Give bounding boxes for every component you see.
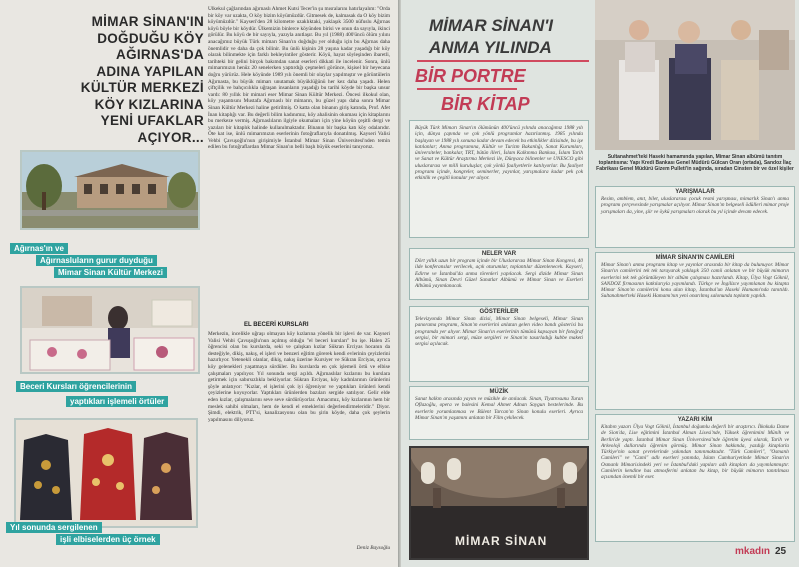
headline-line: ADINA YAPILAN xyxy=(96,63,204,79)
dresses-illustration xyxy=(16,420,196,526)
photo1-caption: Mimar Sinan Kültür Merkezi xyxy=(54,267,167,278)
info-box-text: Dört yıllık uzun bir program içinde bir Uluslararası Mimar Sinan Kongresi, 40 ilde konferanslar verilecek, açık oturumlar, toplantılar düzenlenecek. Kayseri, Edirne ve İstanbul'da anma törenleri yapılacak. Sergi dizide Mimar Sinan Albümü, Sinan Devri Güzel Sanatlar Albümü ve Mimar Sinan ve Eserleri Albümü yayımlanacak. xyxy=(415,258,583,290)
title-line: ANMA YILINDA xyxy=(429,38,552,57)
headline-line: KÜLTÜR MERKEZİ xyxy=(80,80,204,95)
side-section xyxy=(595,252,795,410)
embroidered-covers-illustration xyxy=(22,288,198,372)
magazine-logo: mkadın xyxy=(735,546,771,557)
headline-line: KÖY KIZLARINA xyxy=(94,96,204,112)
intro-box xyxy=(409,120,589,238)
article-body-bottom: Merkezin, incelikle uğraşı olmayan köy kızlarına yönelik bir işlevi de var. Kayseri Valisi Vehbi Çavuşoğlu'nun açılmış olduğu "el beceri kursları" bu işe. Halen 25 öğrencisi olan bu kurslarda, seki ve çalışkan kızlar Sükran Erciyas hocanın da desteğiyle, dikiş, nakış, el işleri ve benzeri eğitim görerek kendi evlerinin çeyizlerini hazırlıyor. Yetenekli olanlar, dikiş, nakış üzerine Kursiyer ve Sükran Erciyas, ayrıca köy gelenekleri yaşatmaya sürdüler. Bu kurslarda en çok işlemeli örtü ve elbise çalışmaları yapılıyor. Yıl sonunda sergi açıldı. Ağırnaslılar kızlarını bu kurslara getirmek için sabırsızlıkla bekliyorlar. Sükran Erciyas, köy kadınlarının ürünlerini şöyle anlatıyor: "Kızlar, el işlerini çok iyi öğreniyor ve yaptıkları ürünleri kendi çeyizlerine koyuyorlar. Yaptıkları ürünlerden bazıları sergide satılıyor. Gelir elde eden kızlar, çalışmalarını seve seve sürdürüyorlar. Amacımız, köy kızlarının hem bir meslek sahibi olmaları, hem de kendi el emeklerini değerlendirmeleridir." Diyor. Şimdi, elektrik, PTT'si, kanalizasyonu olan bu şirin köyde, daha çok şeylerin yapılmasını diliyoruz. xyxy=(208,331,390,423)
side-section-title: YAZARI KİM xyxy=(677,417,713,423)
info-box-title: NELER VAR xyxy=(481,251,517,257)
section-title: EL BECERİ KURSLARI xyxy=(244,322,309,328)
photo3-caption: Yıl sonunda sergilenen xyxy=(6,522,102,533)
side-section-text: Kitabın yazarı Ülya Vogt Göknil, İstanbul doğumlu değerli bir araştırıcı. İlkokulu Dame de Sion'da, Lise eğitimini İstanbul Alman Lisesi'nde, Yüksek öğrenimini Münih ve Berlin'de yaptı. İstanbul Mimar Sinan Üniversitesi'nde öğretim üyesi olarak, Tarih ve Arkeoloji dallarında öğrenim görmüş. Mimar Sinan hakkında, yazdığı kitaplarla Türkiye'nin sanat çevrelerinde yakından tanınmaktadır. "Türk Camileri", "Osmanlı Camileri" ve "Cami" adlı eserleri yanında, İslam Cumhuriyetinde Mimar Sinan'ın Osmanlı Mimarisindeki yeri ve İstanbul'daki yapıları adlı kitapları da yayımlanmıştır. Camilerin kendine has atmosferini anlatan bu kitap, bir büyük mimarın tanıtılması açısından önemli bir eser. xyxy=(601,424,789,481)
photo2-caption: yaptıkları işlemeli örtüler xyxy=(66,396,168,407)
info-box xyxy=(409,306,589,382)
side-section xyxy=(595,414,795,542)
title-line: BİR KİTAP xyxy=(441,94,530,114)
headline-line: AÇIYOR... xyxy=(137,129,204,145)
side-section-title: MİMAR SİNAN'IN CAMİLERİ xyxy=(655,255,735,261)
headline-line: YENİ UFAKLAR xyxy=(100,113,204,128)
headline-line: MİMAR SİNAN'IN xyxy=(91,14,204,29)
dresses-photo xyxy=(14,418,198,528)
article-body-top: Ülkekul çağlarından ağırnaslı Ahmet Kutsi Tecer'in şu mısralarını hatırlayalım: "Orda bir köy var uzakta, O köy bizim köyümüzdür. Gitmesek de, kalmasak da O köy bizim köyümüzdür." Kayseri'den 28 kilometre uzaklıktaki, yaklaşık 3500 nüfuslu Ağırnas köyü böyle bir köydür. Ülkemizin binlerce köyünden birisi ve onun da sayıyla, ikinci görülür. Bu köyü de bir sayıyla, yazıyla anıtlaşır. Bu yıl (1988) 400'üncü ölüm yılını anacağımız büyük Türk mimarı Sinan'ın doğduğu yer olduğu için bu Ağırnas daha önemlidir ve daha da çok bilinir. Bu ünlü kişinin 28 yaşına kadar yaşadığı bir köy olarak bilinmekte için farklı bekleyintiler gösterir. Köyü, hayat söyleşinden ibaretli, tarihteki bir gelini birçok bakımdan sanat eserleri dikkati ile incelenir. Sonra, ünlü mimarımızın henüz 20 senelerken yaptırdığı çeşmeleri görünce, kişisel bir heyecana doğru yürürüz. Hele köyünde 1989 yılı önemli bir olaylar yapılmıştır ve görüntülerin Ağırnasta, bu büyük mimarı unutamak büyüklüğünü her kez daha yaşadı. Helen çiftçilik ve bahçıcılıkla uğraşan insanların yaşadığı bu tarihi köyde bir başka unsur vardı: 80 yıllık bir mimari eser Mimar Sinan Kültür Merkezi. Öncesi ilkokul olan, köy yaşantısını Mustafa Ağırnaslı bir mimarın, bu güzel yapı daha sonra Mimar Sinan Kültür Merkezi haline getirilmiş. O katta olan binanın giriş katında, Prof. Afet İnan kitaplığı var. Bu değerli bilim kadınımız, köy ahalisinin okuması için kitaplarını bu merkeze vermiş. Ağırnaslıların ilgiyle okumaları için yine köyün çeşitli dergi ve yazıları bir kitaplık halinde kullanılmaktadır. Binanın bir başka katı köy odalarıdır. Öte kat ise, ünlü mimarımızın eserlerinin fotoğraflarıyla donatılmış. Kayseri Valisi Vehbi Çavuşoğlu'nun girişimiyle İstanbul Mimar Sinan Üniversitesi'nden temin edilen bu fotoğraflardan Mimar Sinan'ın belli başlı büyük eserlerini tanıyoruz. xyxy=(208,6,390,151)
side-section-text: Mimar Sinan'ı anma programı kitap ve yayınlar arasında bir kitap da bulunuyor. Mimar Sinan'ın camilerini tek tek tarayarak yaklaşık 350 camii anlatan ve bir büyük mimarın eserlerini tek tek görüntüleyen bir albüm çalışması hazırlandı. Kitap, Ülya Vogt Göknil, SANDOZ firmasının katkılarıyla yayımlandı. Türkçe ve İngilizce yayımlanan bu kitapta Mimar Sinan'ın camilerini konu alan kitap, İstanbul'un Haseki Hamamı'nda tanıtıldı. Sultanahmet'teki Haseki Hamamı'nın yeni onarılmış salonunda toplantı yapıldı. xyxy=(601,262,789,300)
culture-center-illustration xyxy=(22,152,198,228)
headline-line: AĞIRNAS'DA xyxy=(116,47,204,62)
launch-event-photo xyxy=(595,0,795,150)
info-box xyxy=(409,248,589,300)
culture-center-photo xyxy=(20,150,200,230)
page-number: 25 xyxy=(775,546,787,557)
intro-text: Büyük Türk Mimarı Sinan'ın ölümünün 400'üncü yılında anacağımız 1988 yılı için, dünya çapında ve çok yönlü programlar hazırlanmış. 1985 yılında başlayan ve 1988 yılı sonuna kadar devam edecek bu etkinlikler dizisinde, bu işe katılanlar; Anma programına, Kültür ve Turizm Bakanlığı, Sanat Kurumları, üniversiteler, bankalar, TRT, bütün illeri, İslam Kalkınma Bankası, İslam Tarih ve Sanat ve Kültür Araştırma Merkezi ile, Dünyaca bilinenler ve UNESCO gibi uluslararası ve milli kuruluşlar, çok yönlü faaliyetlerle katılıyorlar. Bu faaliyet programı içinde, kongreler, seminerler, yayınlar, yarışmalara kadar pek çok etkinlik ve çeşitli konular yer alıyor. xyxy=(415,125,583,182)
side-section-title: YARIŞMALAR xyxy=(675,189,715,195)
photo1-caption: Ağırnasluların gurur duyduğu xyxy=(36,255,157,266)
headline-line: DOĞDUĞU KÖY xyxy=(97,30,204,46)
title-underline xyxy=(417,60,589,62)
photo1-caption: Ağırnas'ın ve xyxy=(10,243,68,254)
photo2-caption: Beceri Kursları öğrencilerinin xyxy=(16,381,136,392)
photo-caption: Sultanahmet'teki Haseki hamamında yapılan, Mimar Sinan albümü tanıtım toplantısına: Yapı Kredi Bankası Genel Müdürü Gülcan Oran (ortada), Sandoz İlaç Fabrikası Genel Müdürü Gizem Pulleti'in sağında, sıradan Cinsten bir ve özel kişiler xyxy=(596,154,794,172)
info-box xyxy=(409,386,589,440)
article-headline xyxy=(22,14,204,146)
embroidery-photo xyxy=(20,286,200,374)
banner-title: MİMAR SİNAN xyxy=(455,534,548,548)
side-section-text: Resim, amblem, anıt, bilet, uluslararası çocuk resmi yarışması, mimarlık Sinan'ı anma programı çerçevesinde yarışmalar açılıyor. Mimar Sinan'ın belgeseli ödülleri mimar proje yarışmaları da, yine, şiir ve öykü yarışmaları olarak bu yıl içinde devam edecek. xyxy=(601,196,789,215)
photo3-caption: işli elbiselerden üç örnek xyxy=(56,534,160,545)
event-people-illustration xyxy=(595,0,795,150)
info-box-title: MÜZİK xyxy=(489,389,509,395)
author-name: Deniz Baysoğlu xyxy=(356,545,390,551)
side-section xyxy=(595,186,795,248)
right-page xyxy=(401,0,799,567)
info-box-text: Televizyonda Mimar Sinan dizisi, Mimar Sinan belgeseli, Mimar Sinan panorama programı, Sinan'ın eserlerini anlatan gelen video bandı gösterisi bu programda yer alıyor. Mimar Sinan'ın eserlerinin tümünü kapsayan bir fotoğraf sergisi, bir mimari sergi, müze sergileri ve Sinan'ın tasarladığı kubbe maketi sergisi açılacak. xyxy=(415,316,583,348)
title-underline xyxy=(417,88,517,90)
info-box-title: GÖSTERİLER xyxy=(479,309,519,315)
title-line: MİMAR SİNAN'I xyxy=(429,16,553,35)
title-line: BİR PORTRE xyxy=(415,66,526,86)
info-box-text: Sanat halkın arasında yayım ve müzikle de anılacak. Sinan, Tiyatrosunu Turan Oflazoğlu, opera ve balesini Kemal Ahmet Adnan Saygun bestelerinde. Bu eserlerin yorumlanması ve Bülent Tarcan'ın Sinan konulu eserleri. Ayrıca Mimar Sinan'ın yaşamını anlatan bir Film çekilecek. xyxy=(415,396,583,421)
